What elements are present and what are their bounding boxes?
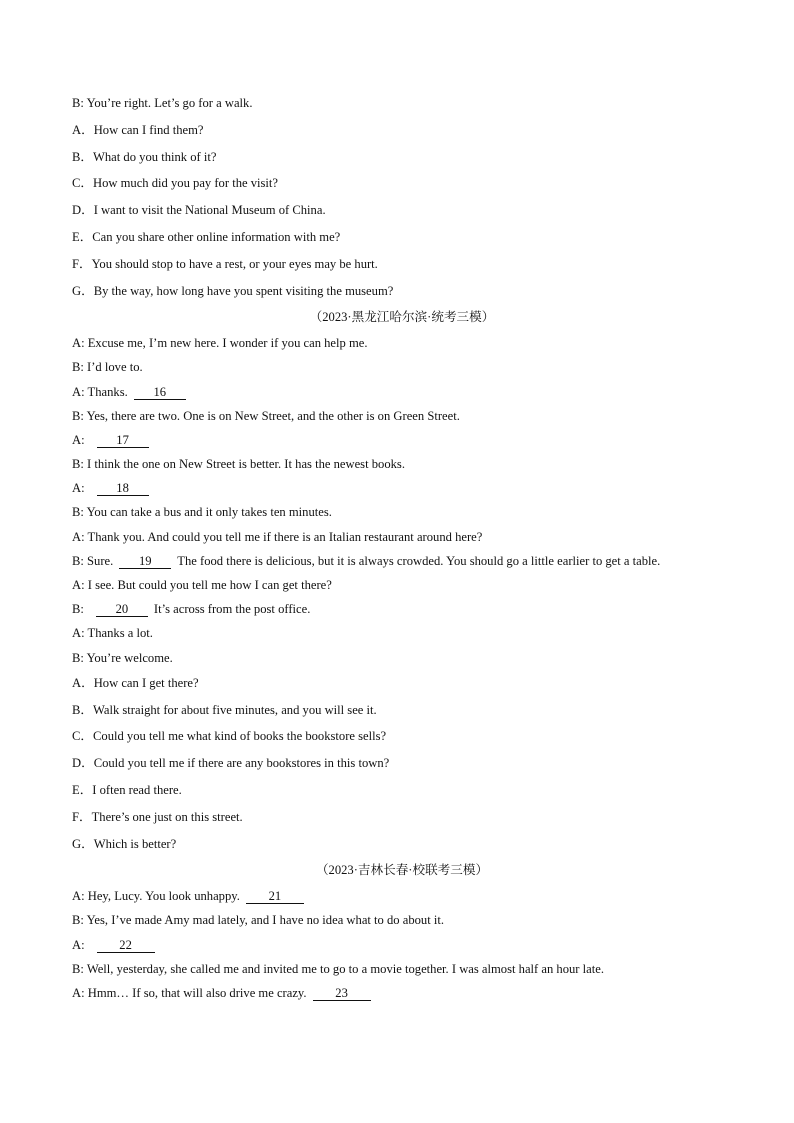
speaker-text: A: Hey, Lucy. You look unhappy. — [72, 889, 240, 904]
speaker-text: A: — [72, 937, 85, 952]
dialogue-line: B: You’re right. Let’s go for a walk. — [72, 96, 253, 110]
option-e: E．I often read there. — [72, 782, 182, 797]
option-c: C．Could you tell me what kind of books the bookstore sells? — [72, 729, 387, 744]
option-g: G．Which is better? — [72, 836, 177, 851]
dialogue-text: It’s across from the post office. — [153, 602, 311, 617]
answer-blank[interactable]: 20 — [96, 602, 148, 617]
option-b: B．What do you think of it? — [72, 149, 217, 164]
answer-blank[interactable]: 19 — [119, 554, 171, 569]
source-heading: （2023·黑龙江哈尔滨·统考三模） — [309, 310, 495, 325]
document-page — [72, 90, 732, 1005]
answer-blank[interactable]: 23 — [313, 986, 371, 1001]
speaker-text: A: — [72, 481, 85, 496]
option-c: C．How much did you pay for the visit? — [72, 176, 279, 191]
answer-blank[interactable]: 16 — [134, 385, 186, 400]
dialogue-line — [72, 884, 732, 908]
dialogue-line: A: Excuse me, I’m new here. I wonder if you can help me. — [72, 336, 368, 351]
option-d: D．Could you tell me if there are any bookstores in this town? — [72, 756, 390, 771]
answer-blank[interactable]: 17 — [97, 433, 149, 448]
dialogue-line — [72, 476, 732, 500]
dialogue-line: B: I think the one on New Street is better. It has the newest books. — [72, 457, 405, 472]
source-heading: （2023·吉林长春·校联考三模） — [315, 863, 489, 878]
option-a: A．How can I get there? — [72, 675, 199, 690]
option-b: B．Walk straight for about five minutes, and you will see it. — [72, 702, 377, 717]
option-a: A．How can I find them? — [72, 122, 204, 137]
dialogue-line: B: Well, yesterday, she called me and invited me to go to a movie together. I was almost half an hour late. — [72, 961, 604, 976]
option-g: G．By the way, how long have you spent visiting the museum? — [72, 283, 394, 298]
dialogue-line — [72, 933, 732, 957]
dialogue-line: B: You can take a bus and it only takes ten minutes. — [72, 505, 332, 520]
dialogue-line — [72, 981, 732, 1005]
speaker-text: A: — [72, 432, 85, 447]
answer-blank[interactable]: 18 — [97, 481, 149, 496]
answer-blank[interactable]: 21 — [246, 889, 304, 904]
speaker-text: B: Sure. — [72, 553, 114, 568]
answer-blank[interactable]: 22 — [97, 938, 155, 953]
speaker-text: B: — [72, 602, 84, 617]
dialogue-line — [72, 380, 732, 404]
speaker-text: A: Thanks. — [72, 384, 128, 399]
dialogue-line: A: Thanks a lot. — [72, 626, 153, 641]
dialogue-line: B: I’d love to. — [72, 360, 143, 375]
dialogue-line: B: Yes, there are two. One is on New Street, and the other is on Green Street. — [72, 408, 460, 423]
speaker-text: A: Hmm… If so, that will also drive me crazy. — [72, 985, 307, 1000]
dialogue-line: A: Thank you. And could you tell me if there is an Italian restaurant around here? — [72, 529, 483, 544]
option-f: F．There’s one just on this street. — [72, 809, 243, 824]
dialogue-line: B: You’re welcome. — [72, 650, 173, 665]
dialogue-line — [72, 428, 732, 452]
dialogue-line — [72, 597, 732, 621]
dialogue-line: B: Yes, I’ve made Amy mad lately, and I have no idea what to do about it. — [72, 913, 445, 928]
option-d: D．I want to visit the National Museum of China. — [72, 203, 326, 218]
dialogue-line: A: I see. But could you tell me how I can get there? — [72, 578, 332, 593]
option-f: F．You should stop to have a rest, or your eyes may be hurt. — [72, 256, 378, 271]
dialogue-line — [72, 549, 732, 573]
option-e: E．Can you share other online information with me? — [72, 229, 341, 244]
dialogue-text: The food there is delicious, but it is always crowded. You should go a little earlier to get a table. — [177, 553, 661, 568]
